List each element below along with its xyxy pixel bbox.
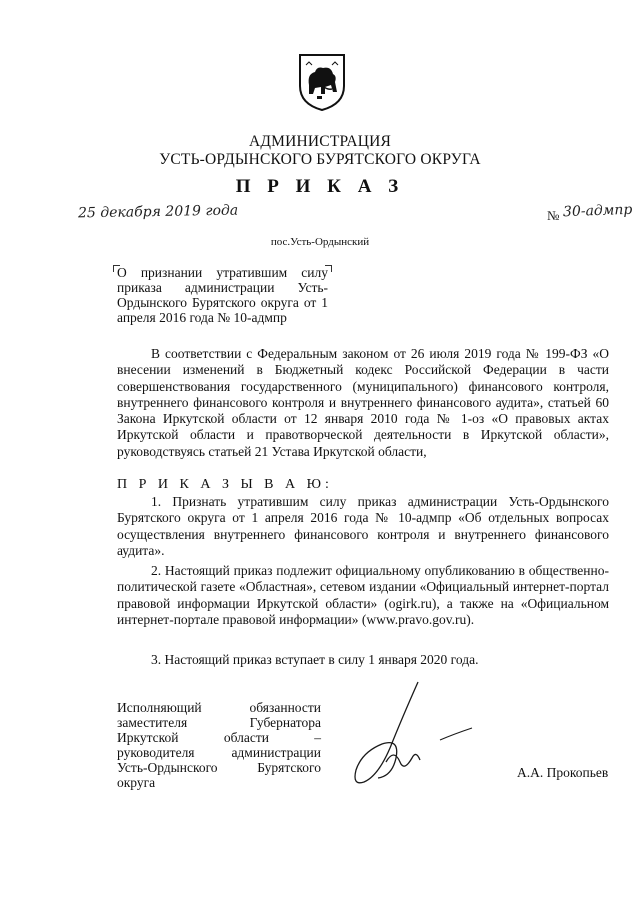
place-of-issue: пос.Усть-Ордынский: [270, 236, 370, 248]
document-subject: [117, 265, 328, 325]
handwritten-signature-icon: [330, 678, 490, 798]
position-line: округа: [117, 775, 156, 790]
handwritten-date: 25 декабря 2019 года: [77, 202, 239, 222]
handwritten-number: 30-адмпр: [562, 201, 633, 221]
order-item-3: 3. Настоящий приказ вступает в силу 1 января 2020 года.: [151, 652, 479, 667]
org-name-line1: АДМИНИСТРАЦИЯ: [248, 133, 392, 150]
corner-mark: [325, 265, 332, 272]
signatory-position: [117, 700, 321, 790]
order-heading: П Р И К А З Ы В А Ю:: [117, 477, 333, 492]
coat-of-arms-icon: [297, 52, 347, 112]
order-item-2: 2. Настоящий приказ подлежит официальному опубликованию в общественно-политической газете «Областная», сетевом издании «Официальный интернет-портал правовой информации Иркутской области» (ogirk.ru), а также на «Официальном интернет-портале правовой информации» (www.pravo.gov.ru).: [117, 563, 609, 627]
subject-text: О признании утратившим силу приказа администрации Усть-Ордынского Бурятского округа от 1 апреля 2016 года № 10-адмпр: [117, 265, 328, 325]
order-item-1: 1. Признать утратившим силу приказ администрации Усть-Ордынского Бурятского округа от 1 апреля 2016 года № 10-адмпр «Об отдельных вопросах осуществления внутреннего финансового контроля и внутреннего финансового аудита».: [117, 494, 609, 558]
position-line: Иркутской области –: [117, 730, 321, 745]
corner-mark: [113, 265, 120, 272]
position-line: заместителя Губернатора: [117, 715, 321, 730]
position-line: Усть-Ордынского Бурятского: [117, 760, 321, 775]
org-name-line2: УСТЬ-ОРДЫНСКОГО БУРЯТСКОГО ОКРУГА: [159, 151, 481, 168]
position-line: руководителя администрации: [117, 745, 321, 760]
position-line: Исполняющий обязанности: [117, 700, 321, 715]
preamble-paragraph: В соответствии с Федеральным законом от 26 июля 2019 года № 199-ФЗ «О внесении изменений в Бюджетный кодекс Российской Федерации в части совершенствования государственного (муниципального) финансового контроля, внутреннего финансового контроля и внутреннего финансового аудита», статьей 60 Закона Иркутской области от 12 января 2010 года № 1-оз «О правовых актах Иркутской области и правотворческой деятельности в Иркутской области», руководствуясь статьей 21 Устава Иркутской области,: [117, 346, 609, 459]
signer-name: А.А. Прокопьев: [517, 765, 609, 780]
number-label: №: [547, 208, 560, 223]
document-title: П Р И К А З: [235, 176, 405, 197]
